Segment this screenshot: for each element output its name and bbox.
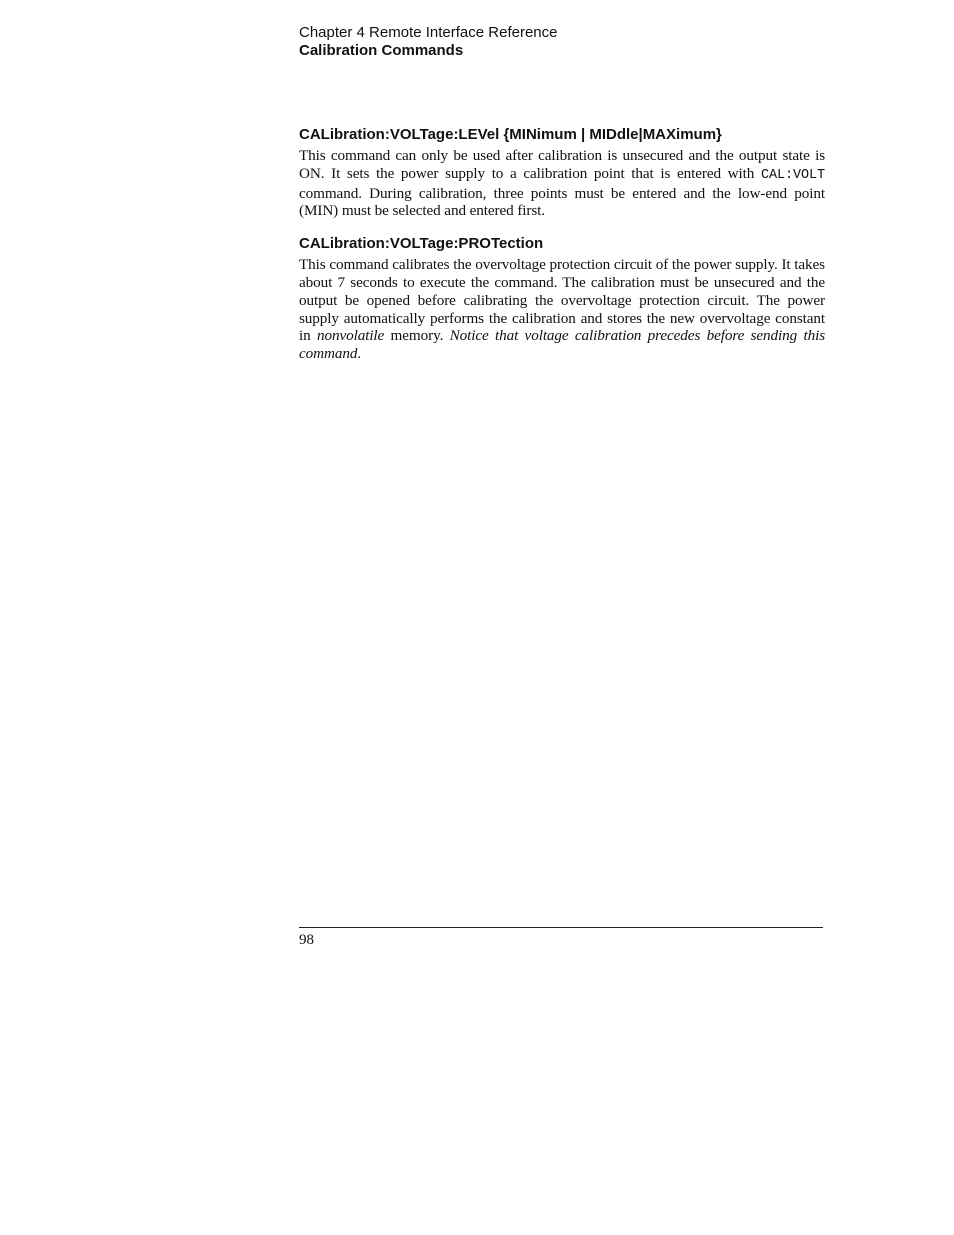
section-title: Calibration Commands <box>299 42 464 59</box>
command-heading: CALibration:VOLTage:LEVel {MINimum | MIDdle|MAXimum} <box>299 126 722 143</box>
description-text: command. During calibration, three points must be entered and the low-end point (MIN) must be selected and entered first. <box>299 184 825 220</box>
description-text: This command can only be used after calibration is unsecured and the output state is ON. It sets the power supply to a calibration point that is entered with <box>299 147 825 182</box>
command-block-voltage-protection <box>299 235 825 363</box>
description-text: . <box>357 345 362 363</box>
footer-divider <box>299 927 823 928</box>
command-description <box>299 147 825 220</box>
inline-code: CAL:VOLT <box>760 167 825 183</box>
emphasis-text: Notice that voltage calibration precedes before sending this command <box>299 327 825 363</box>
page-content <box>299 126 825 363</box>
emphasis-text: nonvolatile <box>316 327 385 345</box>
page-number: 98 <box>299 932 314 948</box>
command-heading: CALibration:VOLTage:PROTection <box>299 235 544 253</box>
chapter-title: Chapter 4 Remote Interface Reference <box>299 24 558 41</box>
command-block-voltage-level <box>299 126 825 220</box>
description-text: This command calibrates the overvoltage protection circuit of the power supply. It takes about 7 seconds to execute the command. The calibration must be unsecured and the output be opened before calibrating the overvoltage protection circuit. The power supply automatically performs the calibration and stores the new overvoltage constant in <box>299 256 825 345</box>
description-text: memory. <box>384 327 450 345</box>
command-description <box>299 256 825 363</box>
running-header <box>299 24 557 60</box>
